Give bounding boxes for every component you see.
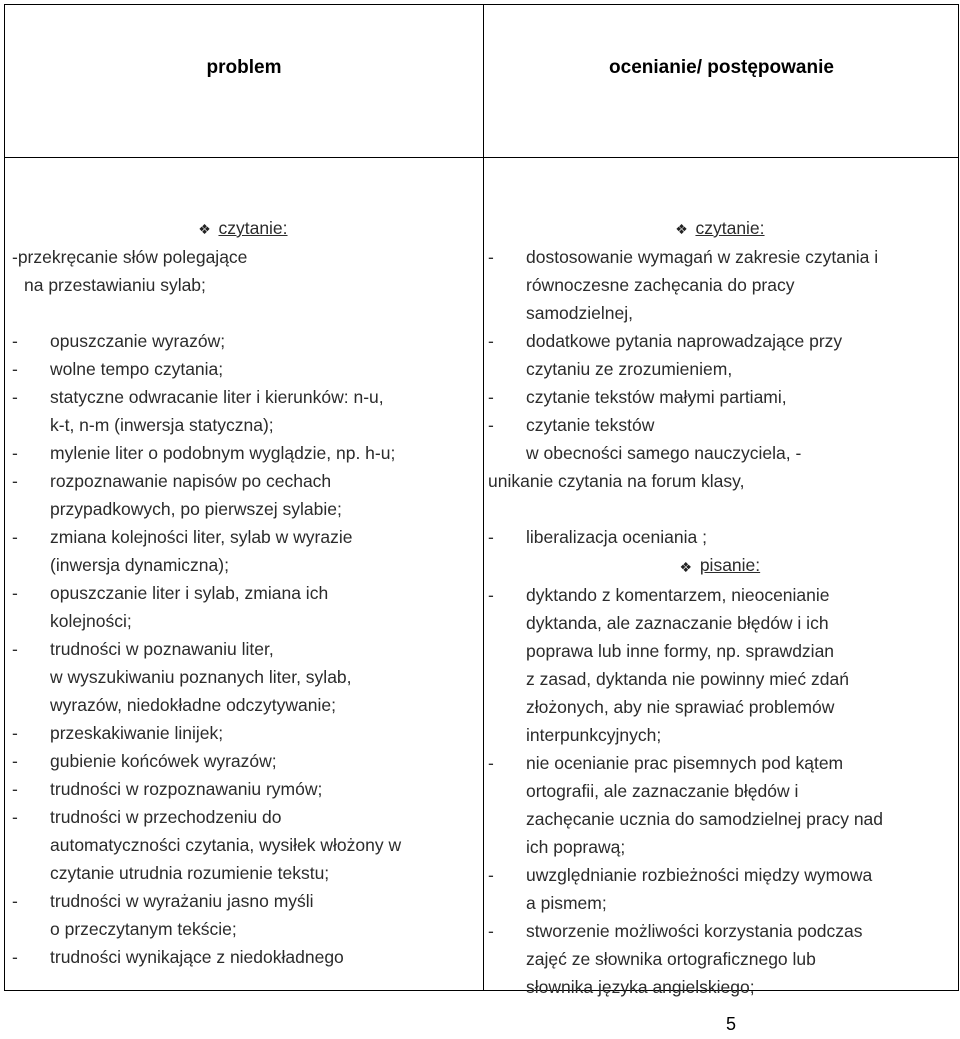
dash-marker: - bbox=[12, 723, 18, 744]
right-list-writing bbox=[488, 581, 948, 1001]
column-divider bbox=[483, 5, 484, 990]
list-item-line: interpunkcyjnych; bbox=[526, 724, 662, 745]
list-item-line: słownika języka angielskiego; bbox=[526, 976, 755, 997]
dash-marker: - bbox=[488, 415, 494, 436]
list-item bbox=[12, 803, 470, 887]
list-item-line: liberalizacja oceniania ; bbox=[526, 527, 707, 548]
dash-marker: - bbox=[488, 331, 494, 352]
section-title: czytanie: bbox=[218, 218, 288, 238]
section-reading-right bbox=[488, 214, 948, 243]
list-item-line: gubienie końcówek wyrazów; bbox=[50, 751, 277, 772]
list-item-line: zajęć ze słownika ortograficznego lub bbox=[526, 948, 816, 969]
list-item-line: opuszczanie liter i sylab, zmiana ich bbox=[50, 583, 329, 604]
list-item-line: czytanie tekstów bbox=[526, 415, 655, 436]
list-item-line: trudności w przechodzeniu do bbox=[50, 807, 282, 828]
header-assessment: ocenianie/ postępowanie bbox=[609, 57, 834, 78]
list-item bbox=[12, 579, 470, 635]
dash-marker: - bbox=[12, 583, 18, 604]
section-title: pisanie: bbox=[699, 555, 761, 576]
section-reading-left bbox=[12, 214, 470, 243]
list-item-line: równoczesne zachęcania do pracy bbox=[526, 275, 795, 296]
dash-marker: - bbox=[12, 471, 18, 492]
header-problem: problem bbox=[206, 57, 282, 78]
dash-marker: - bbox=[12, 947, 18, 968]
dash-marker: - bbox=[488, 527, 494, 548]
intro-line: na przestawianiu sylab; bbox=[24, 275, 206, 296]
dash-marker: - bbox=[12, 443, 18, 464]
list-item bbox=[488, 917, 948, 1001]
list-item bbox=[12, 747, 470, 775]
list-item-line: ich poprawą; bbox=[526, 836, 626, 857]
list-item-line: czytanie tekstów małymi partiami, bbox=[526, 387, 787, 408]
list-item bbox=[488, 581, 948, 749]
left-cell bbox=[12, 214, 470, 971]
list-item bbox=[12, 635, 470, 719]
dash-marker: - bbox=[12, 779, 18, 800]
page-number: 5 bbox=[726, 1014, 737, 1034]
dash-marker: - bbox=[488, 247, 494, 268]
list-item-line: wolne tempo czytania; bbox=[50, 359, 224, 380]
header-divider bbox=[5, 157, 958, 158]
left-list bbox=[12, 327, 470, 971]
list-item-line: mylenie liter o podobnym wyglądzie, np. h-u; bbox=[50, 443, 396, 464]
dash-marker: - bbox=[488, 920, 494, 941]
list-item-line: zachęcanie ucznia do samodzielnej pracy nad bbox=[526, 808, 884, 829]
dash-marker: - bbox=[12, 527, 18, 548]
list-item bbox=[488, 411, 948, 467]
list-item-line: dodatkowe pytania naprowadzające przy bbox=[526, 331, 843, 352]
list-item-line: kolejności; bbox=[50, 611, 132, 632]
list-item bbox=[12, 943, 470, 971]
list-item-line: poprawa lub inne formy, np. sprawdzian bbox=[526, 640, 835, 661]
list-item bbox=[12, 383, 470, 439]
list-item-line: czytanie utrudnia rozumienie tekstu; bbox=[50, 863, 330, 884]
list-item-line: o przeczytanym tekście; bbox=[50, 919, 237, 940]
list-item bbox=[12, 439, 470, 467]
list-item-line: dostosowanie wymagań w zakresie czytania i bbox=[526, 247, 879, 268]
list-item bbox=[12, 887, 470, 943]
section-writing bbox=[488, 551, 948, 580]
list-item bbox=[488, 749, 948, 861]
list-item-line: złożonych, aby nie sprawiać problemów bbox=[526, 696, 835, 717]
list-item-line: rozpoznawanie napisów po cechach bbox=[50, 471, 332, 492]
list-item-line: samodzielnej, bbox=[526, 303, 633, 324]
list-item-line: dyktando z komentarzem, nieocenianie bbox=[526, 584, 830, 605]
list-item-line: opuszczanie wyrazów; bbox=[50, 331, 226, 352]
list-item-line: ortografii, ale zaznaczanie błędów i bbox=[526, 780, 799, 801]
list-item bbox=[12, 467, 470, 523]
dash-marker: - bbox=[12, 751, 18, 772]
list-item-line: statyczne odwracanie liter i kierunków: n-u, bbox=[50, 387, 384, 408]
list-item bbox=[12, 355, 470, 383]
list-item-line: uwzględnianie rozbieżności między wymowa bbox=[526, 864, 873, 885]
diamond-bullet-icon: ❖ bbox=[679, 558, 693, 575]
list-item-line: dyktanda, ale zaznaczanie błędów i ich bbox=[526, 612, 829, 633]
list-item-line: stworzenie możliwości korzystania podczas bbox=[526, 920, 863, 941]
dash-marker: - bbox=[12, 331, 18, 352]
list-item-line: trudności w wyrażaniu jasno myśli bbox=[50, 891, 314, 912]
intro-line: -przekręcanie słów polegające bbox=[12, 247, 248, 268]
dash-marker: - bbox=[12, 359, 18, 380]
list-item-line: nie ocenianie prac pisemnych pod kątem bbox=[526, 752, 844, 773]
section-title: czytanie: bbox=[695, 218, 765, 238]
dash-marker: - bbox=[488, 387, 494, 408]
dash-marker: - bbox=[488, 584, 494, 605]
list-item-line: czytaniu ze zrozumieniem, bbox=[526, 359, 733, 380]
dash-marker: - bbox=[12, 387, 18, 408]
dash-marker: - bbox=[12, 891, 18, 912]
list-item bbox=[488, 523, 948, 551]
list-item bbox=[12, 523, 470, 579]
right-list-reading bbox=[488, 243, 948, 467]
list-item bbox=[12, 327, 470, 355]
list-item-line: przeskakiwanie linijek; bbox=[50, 723, 224, 744]
diamond-bullet-icon: ❖ bbox=[675, 221, 688, 238]
list-item-line: w obecności samego nauczyciela, - bbox=[526, 443, 802, 464]
list-item bbox=[488, 383, 948, 411]
right-cell bbox=[488, 214, 948, 1001]
list-item-line: trudności w rozpoznawaniu rymów; bbox=[50, 779, 323, 800]
list-item-line: a pismem; bbox=[526, 892, 607, 913]
list-item-line: trudności w poznawaniu liter, bbox=[50, 639, 274, 660]
list-item-line: trudności wynikające z niedokładnego bbox=[50, 947, 344, 968]
right-list-grading bbox=[488, 523, 948, 551]
list-item-line: k-t, n-m (inwersja statyczna); bbox=[50, 415, 274, 436]
list-item-line: przypadkowych, po pierwszej sylabie; bbox=[50, 499, 342, 520]
diamond-bullet-icon: ❖ bbox=[198, 221, 211, 238]
list-item bbox=[488, 861, 948, 917]
list-item bbox=[488, 327, 948, 383]
trailing-line: unikanie czytania na forum klasy, bbox=[488, 471, 745, 492]
dash-marker: - bbox=[488, 864, 494, 885]
dash-marker: - bbox=[488, 752, 494, 773]
list-item bbox=[488, 243, 948, 327]
list-item-line: automatyczności czytania, wysiłek włożony w bbox=[50, 835, 402, 856]
dash-marker: - bbox=[12, 807, 18, 828]
list-item-line: zmiana kolejności liter, sylab w wyrazie bbox=[50, 527, 353, 548]
list-item-line: w wyszukiwaniu poznanych liter, sylab, bbox=[50, 667, 352, 688]
list-item-line: (inwersja dynamiczna); bbox=[50, 555, 229, 576]
list-item-line: z zasad, dyktanda nie powinny mieć zdań bbox=[526, 668, 849, 689]
list-item bbox=[12, 719, 470, 747]
list-item bbox=[12, 775, 470, 803]
list-item-line: wyrazów, niedokładne odczytywanie; bbox=[50, 695, 336, 716]
dash-marker: - bbox=[12, 639, 18, 660]
